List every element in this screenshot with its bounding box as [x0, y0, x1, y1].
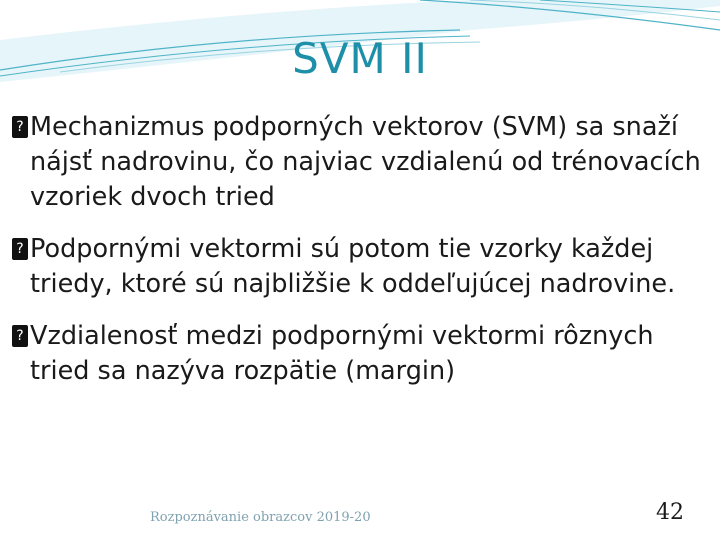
- bullet-text: Podpornými vektormi sú potom tie vzorky každej triedy, ktoré sú najbližšie k oddeľujúcej nadrovine.: [30, 234, 676, 299]
- bullet-text: Vzdialenosť medzi podpornými vektormi rôznych tried sa nazýva rozpätie (margin): [30, 321, 654, 386]
- bullet-item: [12, 110, 712, 215]
- slide-title: SVM II: [292, 34, 428, 83]
- bullet-item: [12, 232, 712, 302]
- bullet-item: [12, 319, 712, 389]
- bullet-list: [12, 110, 712, 406]
- page-number: 42: [656, 500, 684, 525]
- bullet-marker-icon: ?: [12, 116, 28, 138]
- bullet-marker-icon: ?: [12, 325, 28, 347]
- bullet-text: Mechanizmus podporných vektorov (SVM) sa snaží nájsť nadrovinu, čo najviac vzdialenú od trénovacích vzoriek dvoch tried: [30, 112, 701, 212]
- bullet-marker-icon: ?: [12, 238, 28, 260]
- footer-text: Rozpoznávanie obrazcov 2019-20: [150, 510, 371, 525]
